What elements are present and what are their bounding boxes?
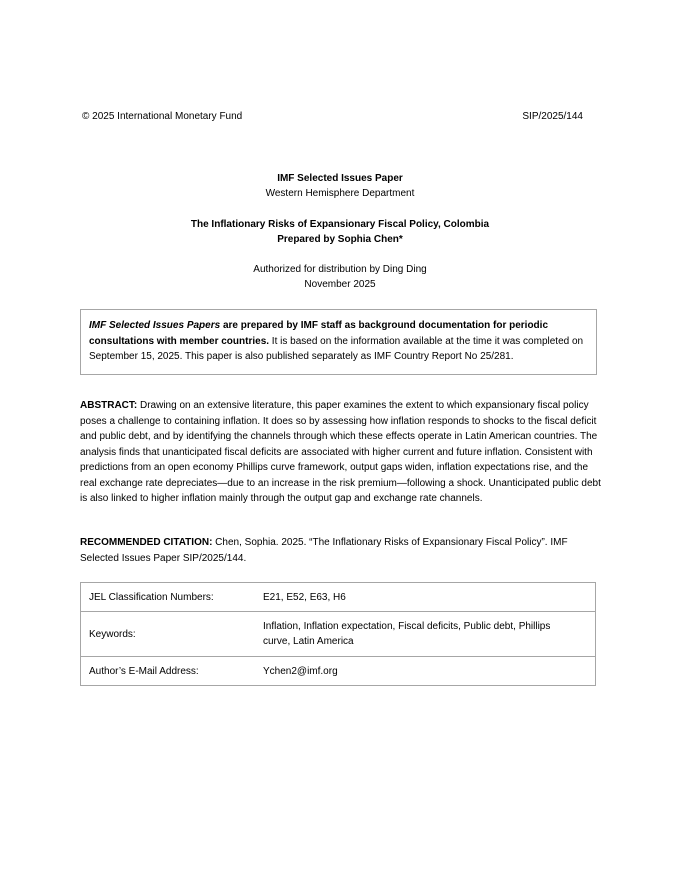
- keywords-value: Inflation, Inflation expectation, Fiscal deficits, Public debt, Phillips curve, Latin America: [255, 612, 596, 657]
- paper-code: SIP/2025/144: [522, 111, 583, 122]
- recommended-citation: [80, 535, 602, 566]
- paper-title: The Inflationary Risks of Expansionary Fiscal Policy, Colombia: [190, 219, 490, 230]
- abstract-text: Drawing on an extensive literature, this paper examines the extent to which expansionary fiscal policy poses a challenge to containing inflation. It does so by assessing how inflation responds to shocks to the fiscal deficit and public debt, and by identifying the channels through which these effects operate in Latin American countries. The analysis finds that unanticipated fiscal deficits are associated with higher current and future inflation. Consistent with predictions from an open economy Phillips curve framework, output gaps widen, inflation expectations rise, and the real exchange rate depreciates—due to an increase in the risk premium—following a shock. Unanticipated public debt is also linked to higher inflation mainly through the output gap and exchange rate channels.: [80, 400, 601, 504]
- metadata-table: [80, 582, 596, 686]
- abstract: [80, 398, 602, 507]
- email-label: Author’s E-Mail Address:: [81, 657, 256, 686]
- citation-text: Chen, Sophia. 2025. “The Inflationary Risks of Expansionary Fiscal Policy”. IMF Selected Issues Paper SIP/2025/144.: [80, 537, 568, 564]
- table-row: [81, 612, 596, 657]
- disclaimer-bold-text: are prepared by IMF staff as background documentation for periodic consultations with member countries.: [89, 320, 549, 347]
- table-row: [81, 657, 596, 686]
- copyright-notice: © 2025 International Monetary Fund: [82, 111, 243, 122]
- author-line: Prepared by Sophia Chen*: [277, 234, 403, 245]
- authorized-by: Authorized for distribution by Ding Ding: [253, 264, 427, 275]
- publication-date: November 2025: [304, 279, 376, 290]
- disclaimer-text: It is based on the information available at the time it was completed on September 15, 2025. This paper is also published separately as IMF Country Report No 25/281.: [89, 335, 584, 362]
- series-title: IMF Selected Issues Paper: [277, 173, 403, 184]
- email-value[interactable]: Ychen2@imf.org: [255, 657, 596, 686]
- citation-label: RECOMMENDED CITATION:: [80, 537, 213, 548]
- disclaimer-box: [80, 309, 597, 375]
- keywords-label: Keywords:: [81, 612, 256, 657]
- jel-label: JEL Classification Numbers:: [81, 583, 256, 612]
- table-row: [81, 583, 596, 612]
- disclaimer-series-name: IMF Selected Issues Papers: [89, 320, 221, 331]
- department: Western Hemisphere Department: [265, 188, 415, 199]
- jel-value: E21, E52, E63, H6: [255, 583, 596, 612]
- abstract-label: ABSTRACT:: [80, 400, 138, 411]
